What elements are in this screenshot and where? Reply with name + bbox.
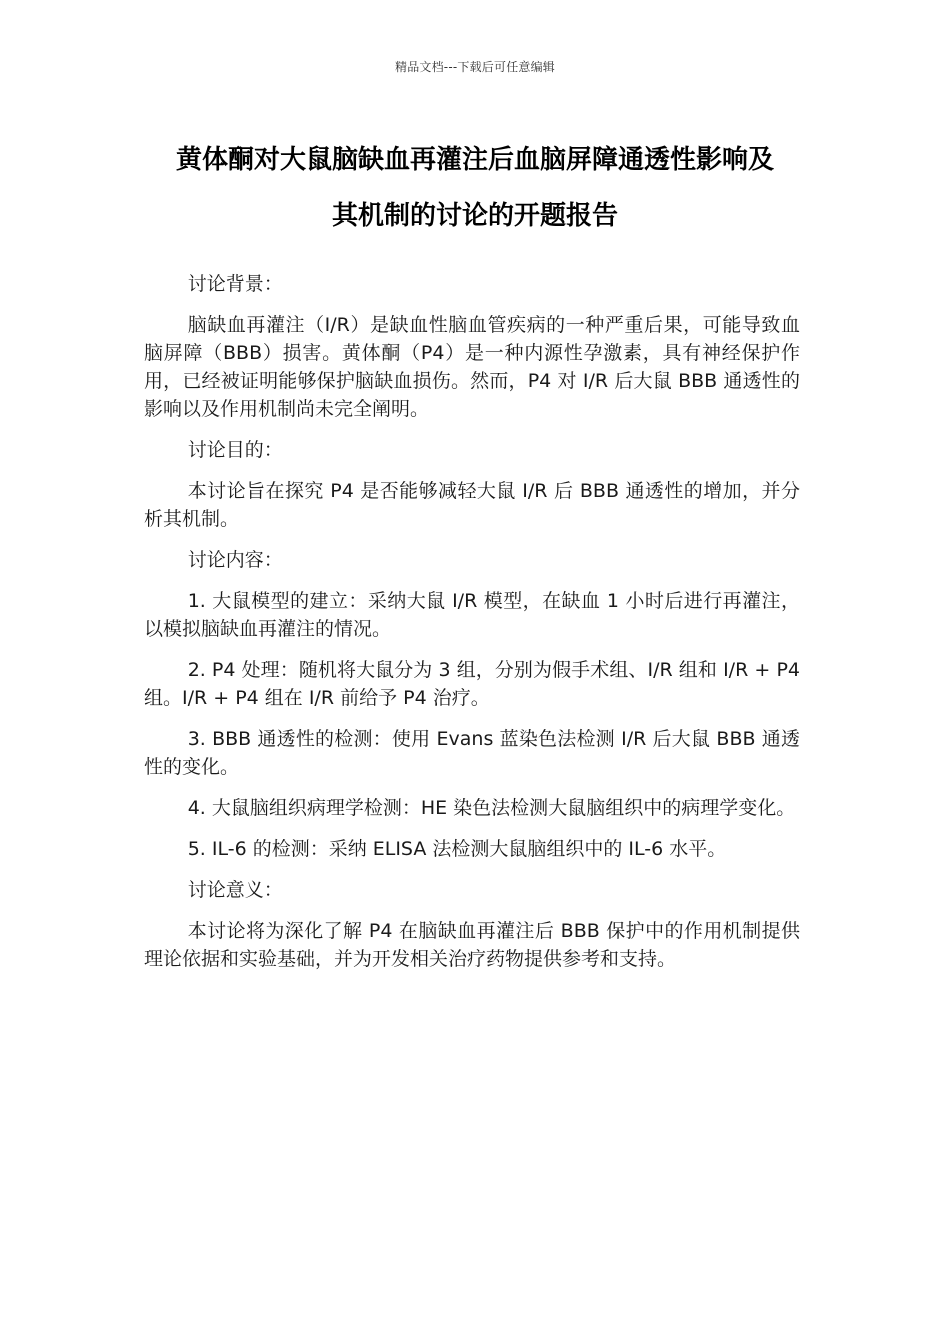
section-heading-purpose: 讨论目的： [187, 439, 283, 461]
section-heading-background: 讨论背景： [187, 273, 283, 295]
paragraph-significance: 本讨论将为深化了解 P4 在脑缺血再灌注后 BBB 保护中的作用机制提供理论依据和实验基础，并为开发相关治疗药物提供参考和支持。 [144, 920, 800, 970]
title-line-1: 黄体酮对大鼠脑缺血再灌注后血脑屏障通透性影响及 [175, 145, 774, 175]
section-heading-significance: 讨论意义： [187, 879, 283, 901]
paragraph-background: 脑缺血再灌注（I/R）是缺血性脑血管疾病的一种严重后果，可能导致血脑屏障（BBB）损害。黄体酮（P4）是一种内源性孕激素，具有神经保护作用，已经被证明能够保护脑缺血损伤。然而，P4 对 I/R 后大鼠 BBB 通透性的影响以及作用机制尚未完全阐明。 [144, 314, 800, 420]
list-item-bbb-test: 3. BBB 通透性的检测：使用 Evans 蓝染色法检测 I/R 后大鼠 BBB 通透性的变化。 [144, 728, 800, 778]
list-item-il6: 5. IL-6 的检测：采纳 ELISA 法检测大鼠脑组织中的 IL-6 水平。 [187, 838, 727, 860]
paragraph-purpose: 本讨论旨在探究 P4 是否能够减轻大鼠 I/R 后 BBB 通透性的增加，并分析其机制。 [144, 480, 800, 530]
header-note: 精品文档---下载后可任意编辑 [395, 60, 555, 74]
section-heading-content: 讨论内容： [187, 549, 283, 571]
document-body [144, 270, 800, 986]
list-item-pathology: 4. 大鼠脑组织病理学检测：HE 染色法检测大鼠脑组织中的病理学变化。 [187, 797, 796, 819]
list-item-treatment: 2. P4 处理：随机将大鼠分为 3 组，分别为假手术组、I/R 组和 I/R + P4 组。I/R + P4 组在 I/R 前给予 P4 治疗。 [144, 659, 800, 709]
document-title [130, 132, 820, 244]
list-item-model: 1. 大鼠模型的建立：采纳大鼠 I/R 模型，在缺血 1 小时后进行再灌注，以模拟脑缺血再灌注的情况。 [144, 590, 800, 640]
title-line-2: 其机制的讨论的开题报告 [331, 201, 618, 231]
